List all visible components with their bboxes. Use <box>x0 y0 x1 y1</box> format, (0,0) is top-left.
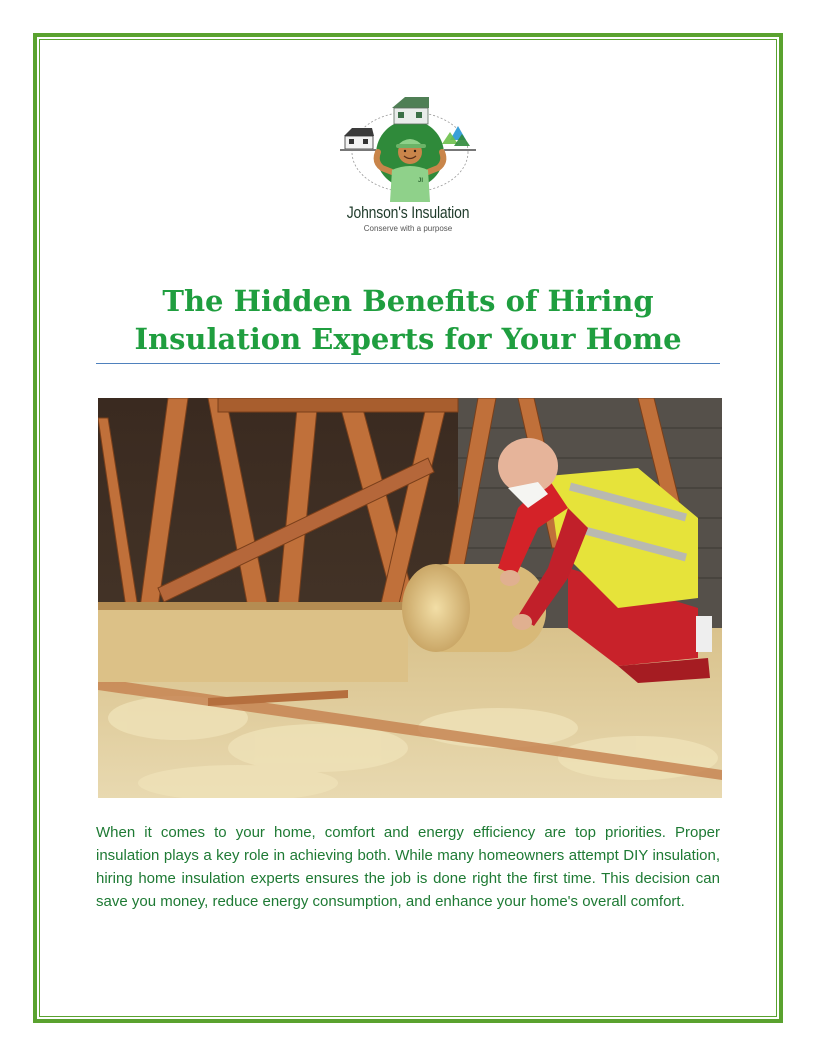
recycle-icon <box>442 126 476 151</box>
page-title: The Hidden Benefits of Hiring Insulation Experts for Your Home <box>134 284 682 356</box>
brand-name: Johnson's Insulation <box>346 203 470 222</box>
house-icon-top <box>392 97 429 124</box>
hero-photo <box>98 398 722 798</box>
shirt-monogram: JI <box>418 178 424 184</box>
title-divider <box>96 363 720 364</box>
house-icon-left <box>340 128 376 151</box>
intro-paragraph: When it comes to your home, comfort and energy efficiency are top priorities. Proper insulation plays a key role in achieving both. While many homeowners attempt DIY insulation, hiring home insulation experts ensures the job is done right the first time. This decision can save you money, reduce energy consumption, and enhance your home's overall comfort. <box>96 824 720 910</box>
brand-tagline: Conserve with a purpose <box>363 224 453 233</box>
